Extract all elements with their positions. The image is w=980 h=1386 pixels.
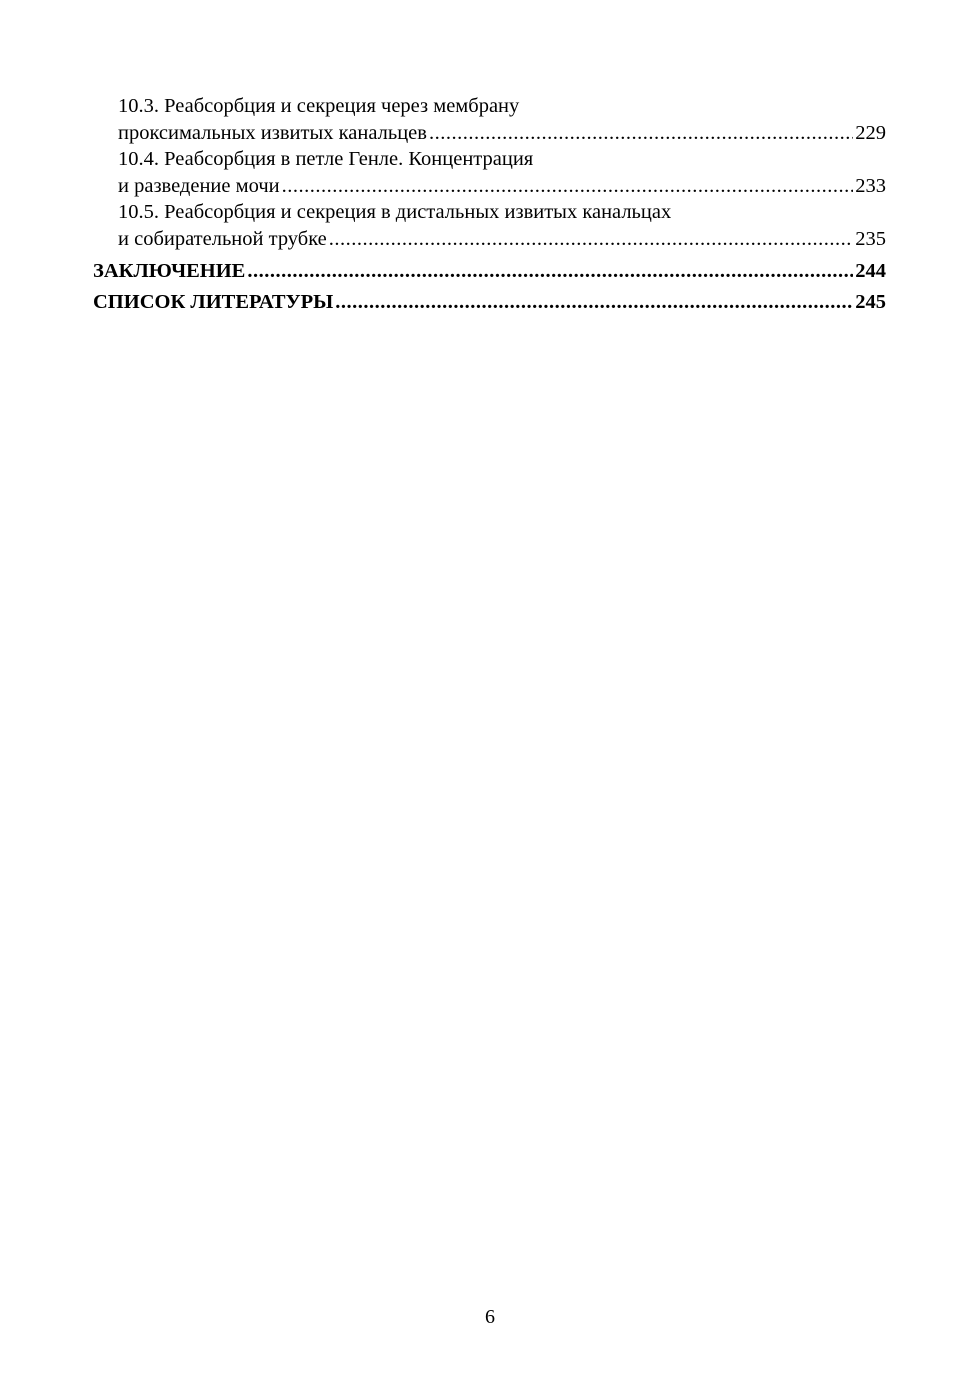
toc-entry-title: ЗАКЛЮЧЕНИЕ (93, 260, 246, 282)
dot-leader (429, 120, 853, 147)
toc-entry-10-3[interactable] (93, 93, 886, 146)
toc-entry-title-continued: и собирательной трубке (118, 227, 327, 250)
toc-entry-page: 245 (855, 291, 886, 313)
toc-entry-title: 10.5. Реабсорбция и секреция в дистальных извитых канальцах (118, 201, 672, 223)
dot-leader (329, 226, 853, 253)
toc-entry-leader-line (118, 173, 886, 200)
toc-entry-references[interactable] (93, 288, 886, 316)
toc-entry-page: 235 (855, 227, 886, 250)
table-of-contents (93, 93, 886, 316)
toc-entry-title: СПИСОК ЛИТЕРАТУРЫ (93, 291, 334, 313)
toc-entry-title-continued: и разведение мочи (118, 174, 280, 197)
toc-entry-leader-line (93, 257, 886, 285)
toc-entry-leader-line (93, 288, 886, 316)
toc-entry-conclusion[interactable] (93, 257, 886, 285)
toc-entry-10-4[interactable] (93, 146, 886, 199)
toc-entry-page: 233 (855, 174, 886, 197)
toc-entry-10-5[interactable] (93, 199, 886, 252)
toc-entry-title: 10.4. Реабсорбция в петле Генле. Концентрация (118, 148, 534, 170)
dot-leader (335, 288, 853, 316)
toc-entry-title: 10.3. Реабсорбция и секреция через мембрану (118, 95, 520, 117)
page-number: 6 (485, 1306, 495, 1328)
toc-entry-leader-line (118, 226, 886, 253)
dot-leader (282, 173, 854, 200)
toc-entry-leader-line (118, 120, 886, 147)
toc-entry-title-continued: проксимальных извитых канальцев (118, 121, 427, 144)
toc-entry-page: 229 (855, 121, 886, 144)
toc-entry-page: 244 (855, 260, 886, 282)
dot-leader (247, 257, 853, 285)
